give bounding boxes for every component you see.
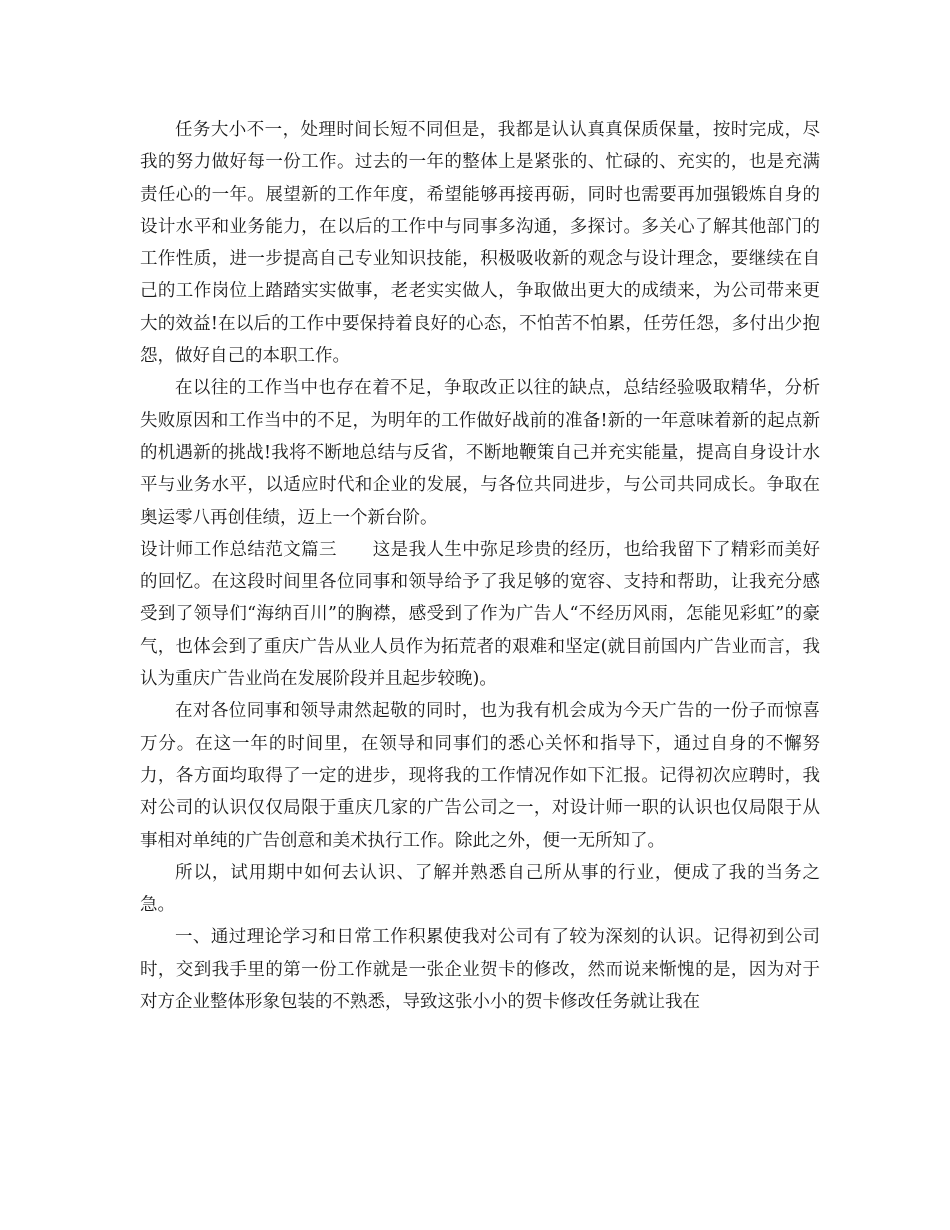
paragraph: 一、通过理论学习和日常工作积累使我对公司有了较为深刻的认识。记得初到公司时，交到我手里的第一份工作就是一张企业贺卡的修改，然而说来惭愧的是，因为对于对方企业整体形象包装的不熟悉，导致这张小小的贺卡修改任务就让我在 [140,927,820,1013]
paragraph: 在对各位同事和领导肃然起敬的同时，也为我有机会成为今天广告的一份子而惊喜万分。在这一年的时间里，在领导和同事们的悉心关怀和指导下，通过自身的不懈努力，各方面均取得了一定的进步，现将我的工作情况作如下汇报。记得初次应聘时，我对公司的认识仅仅局限于重庆几家的广告公司之一，对设计师一职的认识也仅局限于从事相对单纯的广告创意和美术执行工作。除此之外，便一无所知了。 [140,701,820,851]
paragraph: 所以，试用期中如何去认识、了解并熟悉自己所从事的行业，便成了我的当务之急。 [140,862,820,916]
paragraph: 在以往的工作当中也存在着不足，争取改正以往的缺点，总结经验吸取精华，分析失败原因和工作当中的不足，为明年的工作做好战前的准备!新的一年意味着新的起点新的机遇新的挑战!我将不断地总结与反省，不断地鞭策自己并充实能量，提高自身设计水平与业务水平，以适应时代和企业的发展，与各位共同进步，与公司共同成长。争取在奥运零八再创佳绩，迈上一个新台阶。 [140,378,820,528]
paragraph: 任务大小不一，处理时间长短不同但是，我都是认认真真保质保量，按时完成，尽我的努力做好每一份工作。过去的一年的整体上是紧张的、忙碌的、充实的，也是充满责任心的一年。展望新的工作年度，希望能够再接再砺，同时也需要再加强锻炼自身的设计水平和业务能力，在以后的工作中与同事多沟通，多探讨。多关心了解其他部门的工作性质，进一步提高自己专业知识技能，积极吸收新的观念与设计理念，要继续在自己的工作岗位上踏踏实实做事，老老实实做人，争取做出更大的成绩来，为公司带来更大的效益!在以后的工作中要保持着良好的心态，不怕苦不怕累，任劳任怨，多付出少抱怨，做好自己的本职工作。 [140,120,820,367]
document-body [140,114,820,1018]
section-heading-paragraph: 设计师工作总结范文篇三 这是我人生中弥足珍贵的经历，也给我留下了精彩而美好的回忆。在这段时间里各位同事和领导给予了我足够的宽容、支持和帮助，让我充分感受到了领导们“海纳百川”的胸襟，感受到了作为广告人“不经历风雨，怎能见彩虹”的豪气，也体会到了重庆广告从业人员作为拓荒者的艰难和坚定(就目前国内广告业而言，我认为重庆广告业尚在发展阶段并且起步较晚)。 [140,539,820,690]
